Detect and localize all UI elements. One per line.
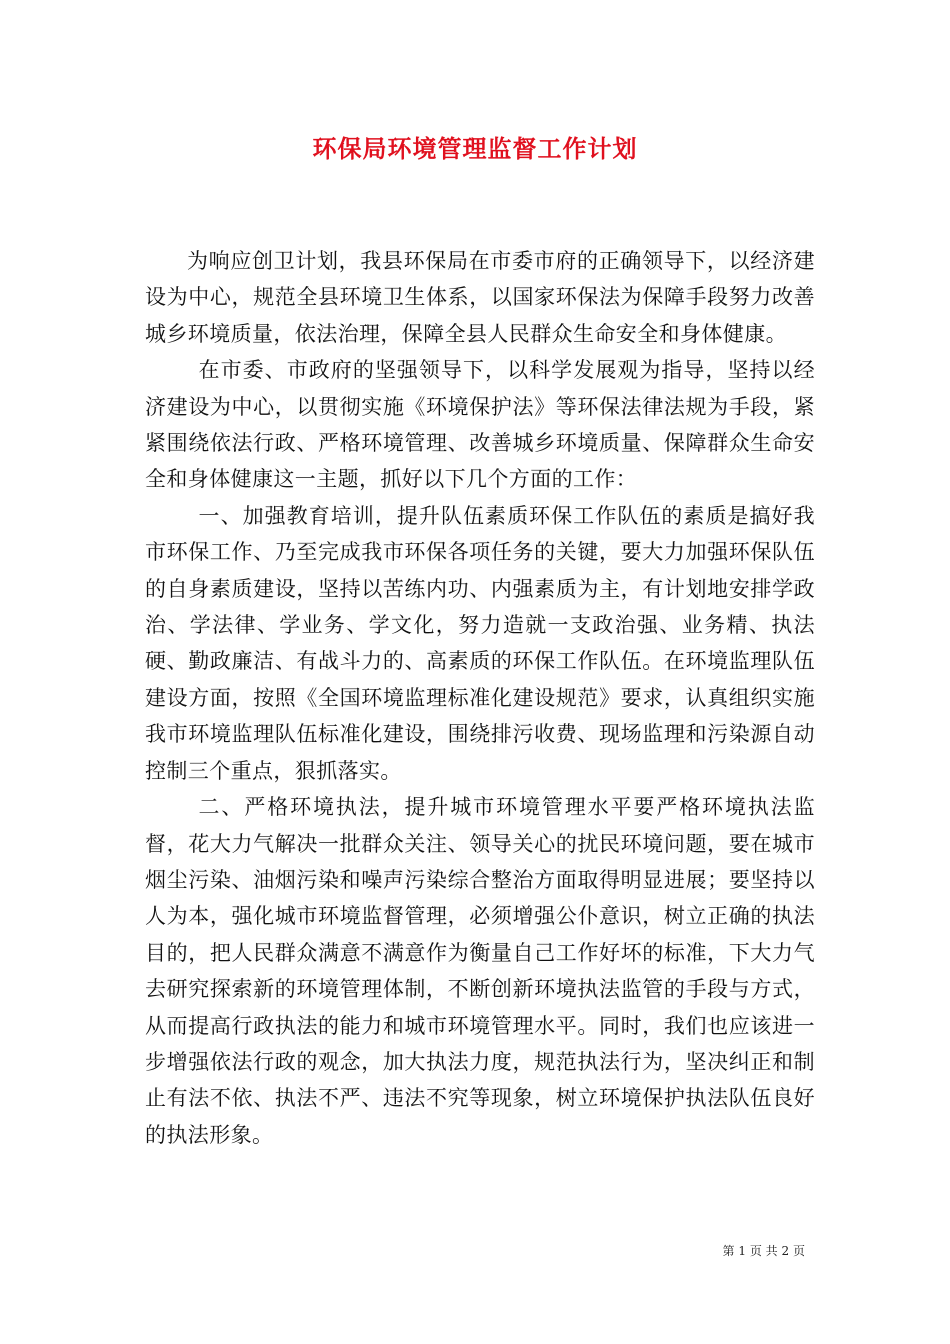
- paragraph-section-two: 二、严格环境执法，提升城市环境管理水平要严格环境执法监督，花大力气解决一批群众关注、领导关心的扰民环境问题，要在城市烟尘污染、油烟污染和噪声污染综合整治方面取得明显进展；要坚持以人为本，强化城市环境监督管理，必须增强公仆意识，树立正确的执法目的，把人民群众满意不满意作为衡量自己工作好坏的标准，下大力气去研究探索新的环境管理体制，不断创新环境执法监管的手段与方式，从而提高行政执法的能力和城市环境管理水平。同时，我们也应该进一步增强依法行政的观念，加大执法力度，规范执法行为，坚决纠正和制止有法不依、执法不严、违法不究等现象，树立环境保护执法队伍良好的执法形象。: [145, 795, 815, 1147]
- footer-prefix: 第: [722, 1244, 735, 1258]
- paragraph-intro: 为响应创卫计划，我县环保局在市委市府的正确领导下，以经济建设为中心，规范全县环境卫生体系，以国家环保法为保障手段努力改善城乡环境质量，依法治理，保障全县人民群众生命安全和身体健康。: [145, 249, 815, 346]
- document-body: [145, 243, 815, 1153]
- page-title: 环保局环境管理监督工作计划: [312, 134, 638, 163]
- footer-middle: 页 共: [749, 1244, 778, 1258]
- footer-suffix: 页: [792, 1244, 805, 1258]
- paragraph-section-one: 一、加强教育培训，提升队伍素质环保工作队伍的素质是搞好我市环保工作、乃至完成我市环保各项任务的关键，要大力加强环保队伍的自身素质建设，坚持以苦练内功、内强素质为主，有计划地安排学政治、学法律、学业务、学文化，努力造就一支政治强、业务精、执法硬、勤政廉洁、有战斗力的、高素质的环保工作队伍。在环境监理队伍建设方面，按照《全国环境监理标准化建设规范》要求，认真组织实施我市环境监理队伍标准化建设，围绕排污收费、现场监理和污染源自动控制三个重点，狠抓落实。: [145, 503, 815, 783]
- paragraph-guidance: 在市委、市政府的坚强领导下，以科学发展观为指导，坚持以经济建设为中心，以贯彻实施《环境保护法》等环保法律法规为手段，紧紧围绕依法行政、严格环境管理、改善城乡环境质量、保障群众生命安全和身体健康这一主题，抓好以下几个方面的工作：: [145, 358, 815, 492]
- page-number-footer: [723, 1243, 805, 1259]
- footer-total-pages: 2: [781, 1244, 790, 1258]
- footer-current-page: 1: [738, 1244, 747, 1258]
